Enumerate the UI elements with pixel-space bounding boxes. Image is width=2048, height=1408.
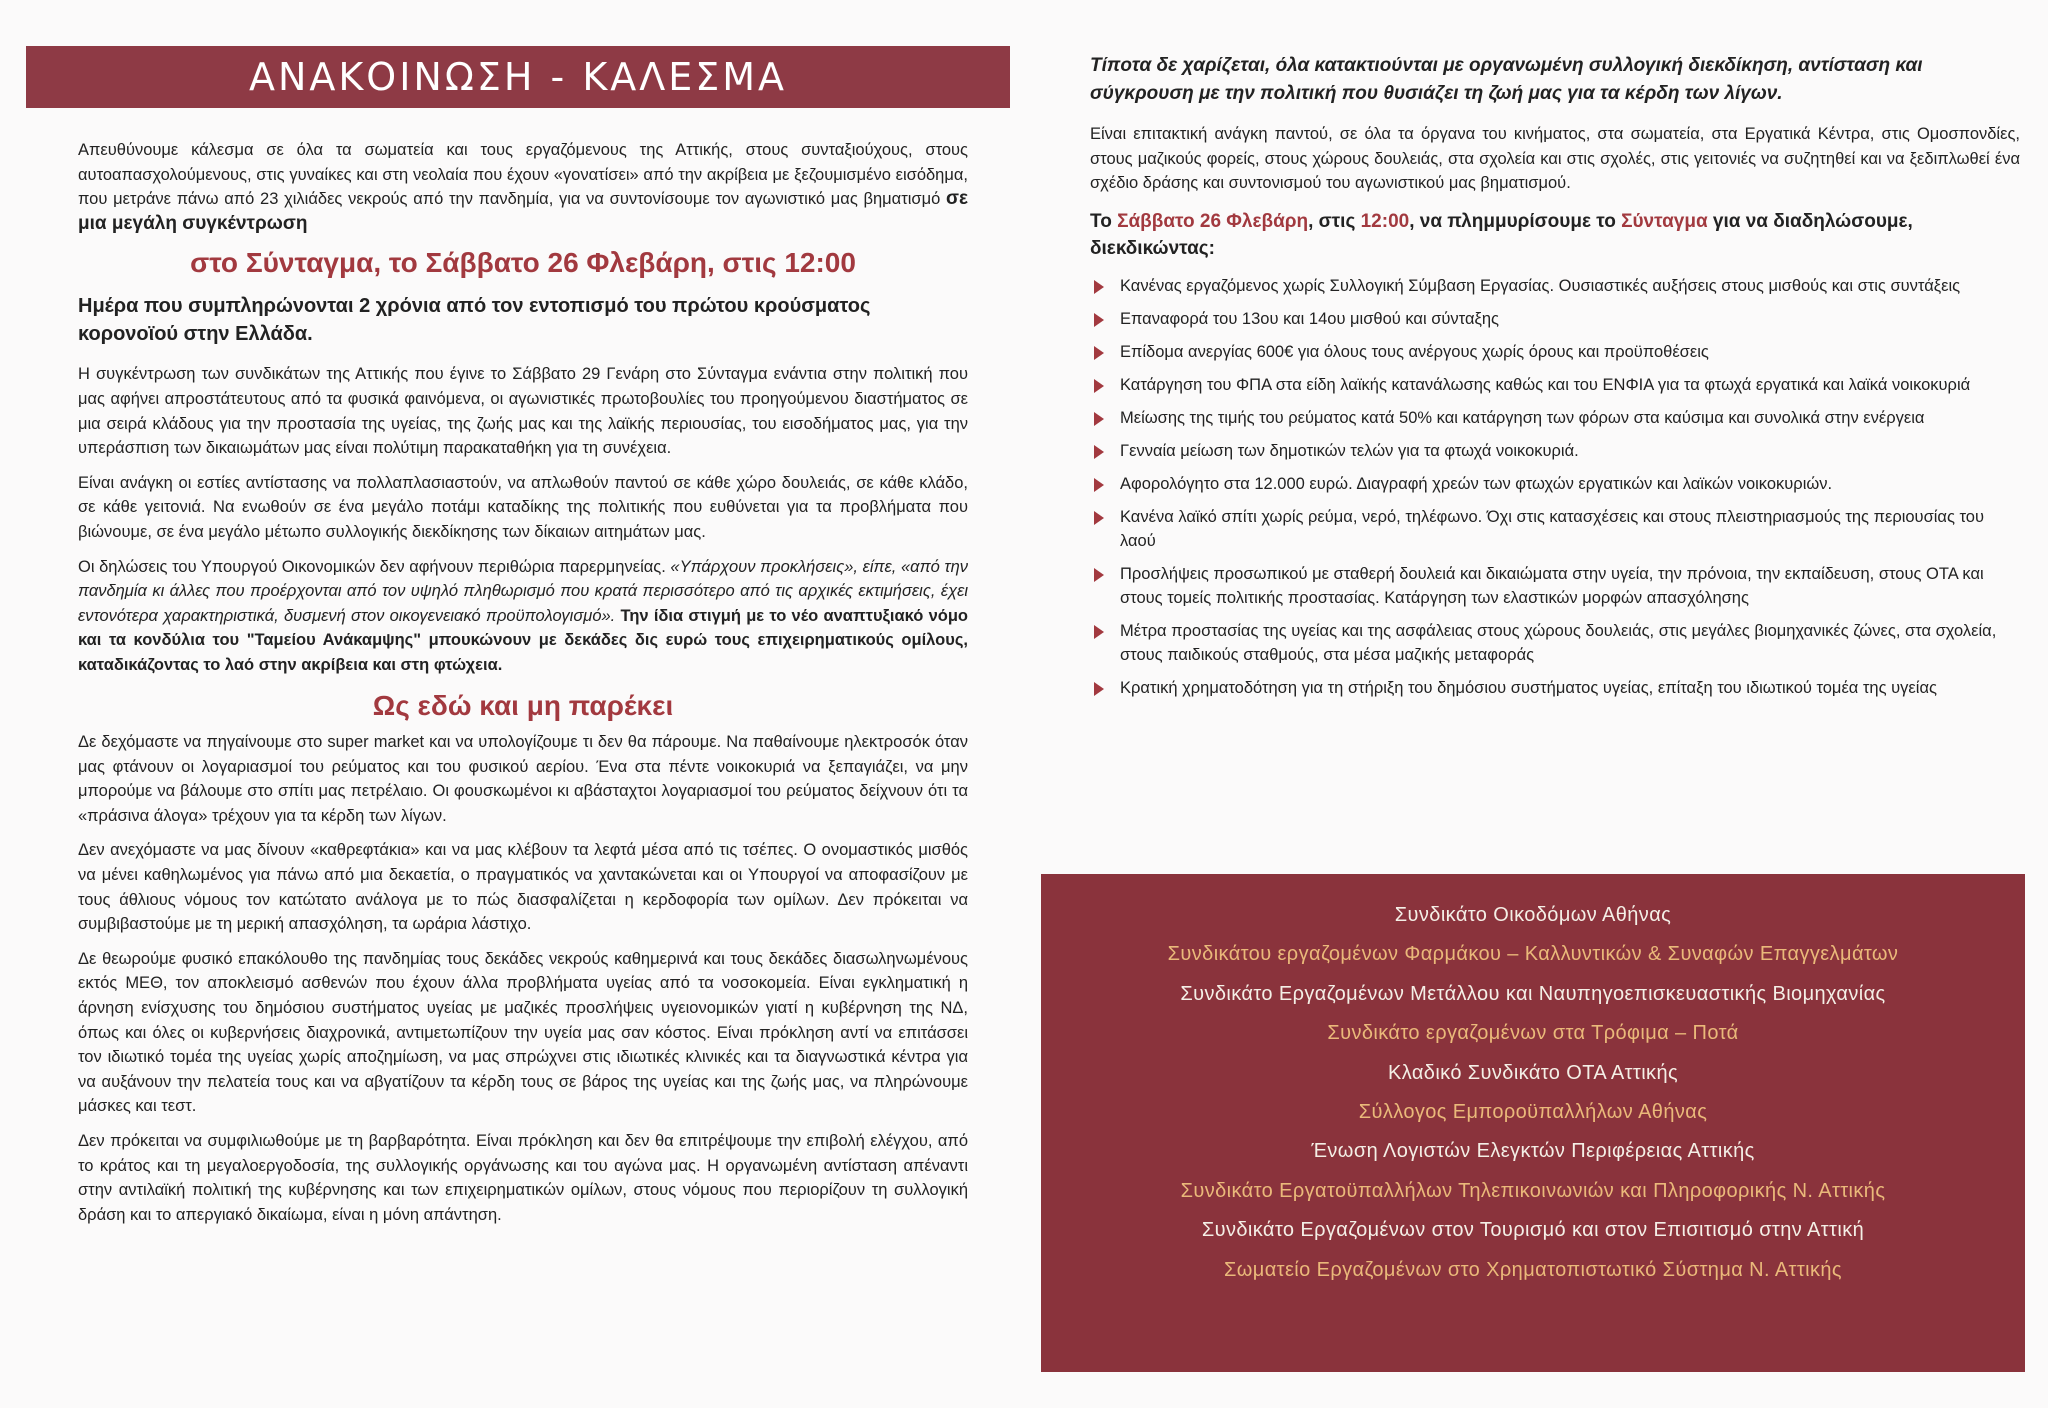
intro-paragraph (78, 138, 968, 236)
demand-text: Κατάργηση του ΦΠΑ στα είδη λαϊκής κατανάλωσης καθώς και του ΕΝΦΙΑ για τα φτωχά εργατικά και λαϊκά νοικοκυριά (1120, 375, 1971, 394)
demand-text: Κανένας εργαζόμενος χωρίς Συλλογική Σύμβαση Εργασίας. Ουσιαστικές αυξήσεις στους μισθούς και στις συντάξεις (1120, 276, 1961, 295)
paragraph-7: Δεν πρόκειται να συμφιλιωθούμε με τη βαρβαρότητα. Είναι πρόκληση και δεν θα επιτρέψουμε την επιβολή ελέγχου, από το κράτος και τη μεγαλοεργοδοσία, της συλλογικής οργάνωσης και του αγώνα μας. Η οργανωμένη αντίσταση απέναντι στην αντιλαϊκή πολιτική της κυβέρνησης και των επιχειρηματικών ομίλων, στους νόμους που περιορίζουν τη συλλογική δράση και το απεργιακό δικαίωμα, είναι η μόνη απάντηση. (78, 1132, 968, 1224)
union-name: Συνδικάτο Εργατοϋπαλλήλων Τηλεπικοινωνιών και Πληροφορικής Ν. Αττικής (1180, 1179, 1886, 1202)
demands-list (1090, 274, 2020, 700)
call-to-action (1090, 208, 2020, 262)
unions-box (1041, 874, 2025, 1372)
intro-bold: σε μια μεγάλη συγκέντρωση (78, 188, 968, 234)
union-name: Συνδικάτο Εργαζομένων Μετάλλου και Ναυπηγοεπισκευαστικής Βιομηχανίας (1180, 982, 1886, 1005)
demand-text: Κρατική χρηματοδότηση για τη στήριξη του δημόσιου συστήματος υγείας, επίταξη του ιδιωτικού τομέα της υγείας (1120, 678, 1937, 697)
demand-text: Μέτρα προστασίας της υγείας και της ασφάλειας στους χώρους δουλειάς, στις μεγάλες βιομηχανικές ζώνες, στα σχολεία, στους παιδικούς σταθμούς, στα μέσα μαζικής μεταφοράς (1120, 621, 1997, 664)
demand-text: Κανένα λαϊκό σπίτι χωρίς ρεύμα, νερό, τηλέφωνο. Όχι στις κατασχέσεις και στους πλειστηριασμούς της περιουσίας του λαού (1120, 507, 1984, 550)
section-title: Ως εδώ και μη παρέκει (372, 689, 674, 721)
union-name: Κλαδικό Συνδικάτο ΟΤΑ Αττικής (1387, 1061, 1679, 1084)
paragraph-2: Είναι ανάγκη οι εστίες αντίστασης να πολλαπλασιαστούν, να απλωθούν παντού σε κάθε χώρο δουλειάς, σε κάθε κλάδο, σε κάθε γειτονιά. Να ενωθούν σε ένα μεγάλο ποτάμι καταδίκης της πολιτικής που ευθύνεται για τα προβλήματα που βιώνουμε, σε ένα μεγάλο μέτωπο συλλογικής διεκδίκησης των δίκαιων αιτημάτων μας. (78, 473, 968, 541)
list-item (1090, 619, 2020, 667)
unions-list (1041, 896, 2025, 1290)
call-part-3: , να πλημμυρίσουμε το (1409, 210, 1616, 232)
list-item (1090, 439, 2020, 463)
call-time: 12:00 (1360, 210, 1410, 232)
p3-quote: «Υπάρχουν προκλήσεις», είπε, «από την πανδημία κι άλλες που προέρχονται από τον υψηλό πληθωρισμό που κρατά περισσότερο από τις αρχικές εκτιμήσεις, έχει εντονότερα χαρακτηριστικά, δυσμενή στον οικογενειακό προϋπολογισμό». (78, 557, 968, 625)
triangle-bullet-icon (1094, 280, 1104, 294)
list-item (1090, 307, 2020, 331)
union-name: Συνδικάτο Οικοδόμων Αθήνας (1394, 904, 1672, 926)
p3-text: Οι δηλώσεις του Υπουργού Οικονομικών δεν αφήνουν περιθώρια παρερμηνείας. (78, 557, 666, 576)
paragraph-6: Δε θεωρούμε φυσικό επακόλουθο της πανδημίας τους δεκάδες νεκρούς καθημερινά και τους δεκάδες διασωληνωμένους εκτός ΜΕΘ, τον αποκλεισμό ασθενών που έχουν άλλα προβλήματα υγείας από τα νοσοκομεία. Είναι εγκληματική η άρνηση ενίσχυσης του δημόσιου συστήματος υγείας με μαζικές προσλήψεις υγειονομικών γιατί η κυβέρνηση της ΝΔ, όπως και όλες οι κυβερνήσεις διαχρονικά, αντιμετωπίζουν την υγεία μας σαν κόστος. Είναι πρόκληση αντί να επιτάσσει τον ιδιωτικό τομέα της υγείας χωρίς αποζημίωση, να μας σπρώχνει στις ιδιωτικές κλινικές και τα διαγνωστικά κέντρα για να αυξάνουν την πελατεία τους και να αβγατίζουν τα κέρδη τους σε βάρος της υγείας και της ζωής μας, να πληρώνουμε μάσκες και τεστ. (78, 949, 968, 1116)
paragraph-3 (78, 555, 968, 678)
list-item (1090, 505, 2020, 553)
triangle-bullet-icon (1094, 346, 1104, 360)
call-part-1: Το (1090, 210, 1112, 232)
list-item (1090, 274, 2020, 298)
title-banner (26, 46, 1010, 108)
p3-bold: Την ίδια στιγμή με το νέο αναπτυξιακό νόμο και τα κονδύλια του "Ταμείου Ανάκαμψης" μπουκώνουν με δεκάδες δις ευρώ τους επιχειρηματικούς ομίλους, καταδικάζοντας το λαό στην ακρίβεια και στη φτώχεια. (78, 606, 969, 674)
list-item (1090, 472, 2020, 496)
list-item (1090, 406, 2020, 430)
demand-text: Επίδομα ανεργίας 600€ για όλους τους ανέργους χωρίς όρους και προϋποθέσεις (1120, 342, 1709, 361)
triangle-bullet-icon (1094, 625, 1104, 639)
demand-text: Προσλήψεις προσωπικού με σταθερή δουλειά και δικαιώματα στην υγεία, την πρόνοια, την εκπαίδευση, στους ΟΤΑ και στους τομείς πολιτικής προστασίας. Κατάργηση των ελαστικών μορφών απασχόλησης (1120, 564, 1984, 607)
call-part-2: , στις (1308, 210, 1356, 232)
page-title: ΑΝΑΚΟΙΝΩΣΗ - ΚΑΛΕΣΜΑ (248, 55, 788, 99)
union-name: Σύλλογος Εμποροϋπαλλήλων Αθήνας (1358, 1101, 1708, 1124)
union-name: Συνδικάτο εργαζομένων στα Τρόφιμα – Ποτά (1327, 1022, 1739, 1045)
paragraph-5: Δεν ανεχόμαστε να μας δίνουν «καθρεφτάκια» και να μας κλέβουν τα λεφτά μέσα από τις τσέπες. Ο ονομαστικός μισθός να μένει καθηλωμένος για πάνω από μια δεκαετία, ο πραγματικός να χαντακώνεται και οι Υπουργοί να αποφασίζουν με τους άθλιους νόμους τον κατώτατο ανάλογα με το πώς διασφαλίζεται η κερδοφορία των ομίλων. Δεν πρόκειται να συμβιβαστούμε με τη μερική απασχόληση, τα ωράρια λάστιχο. (78, 841, 968, 934)
event-headline: στο Σύνταγμα, το Σάββατο 26 Φλεβάρη, στις 12:00 (190, 247, 856, 279)
triangle-bullet-icon (1094, 412, 1104, 426)
left-body (78, 138, 968, 1237)
triangle-bullet-icon (1094, 379, 1104, 393)
call-part-4: για να διαδηλώσουμε, διεκδικώντας: (1090, 210, 1913, 259)
demand-text: Αφορολόγητο στα 12.000 ευρώ. Διαγραφή χρεών των φτωχών εργατικών και λαϊκών νοικοκυριών. (1120, 474, 1833, 493)
right-body (1090, 52, 2020, 709)
list-item (1090, 676, 2020, 700)
union-name: Συνδικάτου εργαζομένων Φαρμάκου – Καλλυντικών & Συναφών Επαγγελμάτων (1167, 943, 1899, 966)
lead-paragraph: Ημέρα που συμπληρώνονται 2 χρόνια από τον εντοπισμό του πρώτου κρούσματος κορονοϊού στην Ελλάδα. (78, 295, 871, 346)
union-name: Σωματείο Εργαζομένων στο Χρηματοπιστωτικό Σύστημα Ν. Αττικής (1224, 1258, 1842, 1281)
intro-text: Απευθύνουμε κάλεσμα σε όλα τα σωματεία και τους εργαζόμενους της Αττικής, στους συνταξιούχους, στους αυτοαπασχολούμενους, στις γυναίκες και στη νεολαία που έχουν «γονατίσει» από την ακρίβεια με ξεζουμισμένο εισόδημα, που μετράνε πάνω από 23 χιλιάδες νεκρούς από την πανδημία, για να συντονίσουμε τον αγωνιστικό μας βηματισμό (78, 141, 968, 209)
triangle-bullet-icon (1094, 682, 1104, 696)
demand-text: Γενναία μείωση των δημοτικών τελών για τα φτωχά νοικοκυριά. (1120, 441, 1579, 460)
right-heading: Τίποτα δε χαρίζεται, όλα κατακτιούνται με οργανωμένη συλλογική διεκδίκηση, αντίσταση και σύγκρουση με την πολιτική που θυσιάζει τη ζωή μας για τα κέρδη των λίγων. (1090, 55, 1923, 104)
call-place: Σύνταγμα (1621, 210, 1708, 232)
triangle-bullet-icon (1094, 445, 1104, 459)
paragraph-1: Η συγκέντρωση των συνδικάτων της Αττικής που έγινε το Σάββατο 29 Γενάρη στο Σύνταγμα ενάντια στην πολιτική που μας αφήνει απροστάτευτους από τα φυσικά φαινόμενα, οι αγωνιστικές πρωτοβουλίες του προηγούμενου διαστήματος σε μια σειρά κλάδους για την προστασία της υγείας, της ζωής μας και της λαϊκής περιουσίας, του εισοδήματος μας, για την υπεράσπιση των δικαιωμάτων μας είναι πολύτιμη παρακαταθήκη για τη συνέχεια. (78, 365, 968, 458)
triangle-bullet-icon (1094, 313, 1104, 327)
right-paragraph-1: Είναι επιτακτική ανάγκη παντού, σε όλα τα όργανα του κινήματος, στα σωματεία, στα Εργατικά Κέντρα, στις Ομοσπονδίες, στους μαζικούς φορείς, στους χώρους δουλειάς, στα σχολεία και στις σχολές, στις γειτονιές να συζητηθεί και να ξεδιπλωθεί ένα σχέδιο δράσης και συντονισμού του αγωνιστικού μας βηματισμού. (1090, 125, 2020, 193)
demand-text: Μείωσης της τιμής του ρεύματος κατά 50% και κατάργηση των φόρων στα καύσιμα και συνολικά στην ενέργεια (1120, 408, 1925, 427)
list-item (1090, 562, 2020, 610)
union-name: Συνδικάτο Εργαζομένων στον Τουρισμό και στον Επισιτισμό στην Αττική (1201, 1219, 1865, 1242)
triangle-bullet-icon (1094, 511, 1104, 525)
call-day: Σάββατο 26 Φλεβάρη (1117, 210, 1309, 232)
demand-text: Επαναφορά του 13ου και 14ου μισθού και σύνταξης (1120, 309, 1500, 328)
union-name: Ένωση Λογιστών Ελεγκτών Περιφέρειας Αττικής (1311, 1140, 1755, 1163)
triangle-bullet-icon (1094, 478, 1104, 492)
list-item (1090, 373, 2020, 397)
triangle-bullet-icon (1094, 568, 1104, 582)
paragraph-4: Δε δεχόμαστε να πηγαίνουμε στο super market και να υπολογίζουμε τι δεν θα πάρουμε. Να παθαίνουμε ηλεκτροσόκ όταν μας φτάνουν οι λογαριασμοί του ρεύματος και του φυσικού αερίου. Ένα στα πέντε νοικοκυριά να ξεπαγιάζει, να μην μπορούμε να βάλουμε στο σπίτι μας πετρέλαιο. Οι φουσκωμένοι κι αβάσταχτοι λογαριασμοί του ρεύματος δείχνουν ότι τα «πράσινα άλογα» τρέχουν για τα κέρδη των λίγων. (78, 733, 968, 825)
list-item (1090, 340, 2020, 364)
